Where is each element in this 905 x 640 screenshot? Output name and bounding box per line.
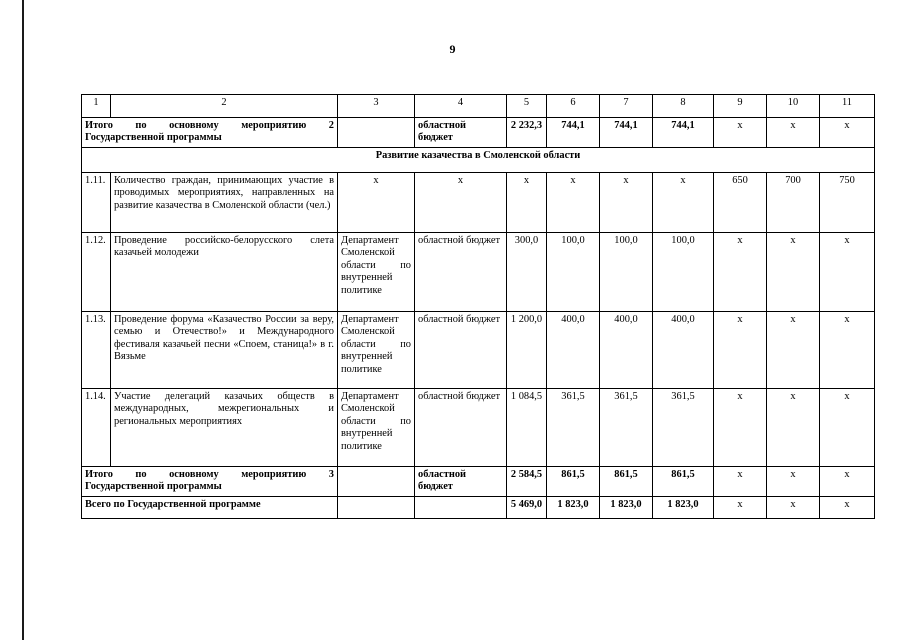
value-cell: 1 823,0: [653, 497, 714, 519]
value-cell: 100,0: [547, 233, 600, 312]
value-cell: 861,5: [653, 467, 714, 497]
value-cell: х: [714, 467, 767, 497]
header-cell: 10: [767, 95, 820, 118]
table-row: [82, 389, 875, 467]
grand-total-label: Всего по Государственной программе: [82, 497, 338, 519]
page-number: 9: [449, 42, 456, 56]
executor-cell: Департамент Смоленской области по внутренней политике: [338, 312, 415, 389]
funding-source: областной бюджет: [415, 233, 507, 312]
executor-cell: [338, 497, 415, 519]
value-cell: х: [714, 497, 767, 519]
funding-source: областной бюджет: [415, 389, 507, 467]
value-cell: х: [820, 497, 875, 519]
activity-name: Количество граждан, принимающих участие в проводимых мероприятиях, направленных на развитие казачества в Смоленской области (чел.): [111, 173, 338, 233]
value-cell: 361,5: [600, 389, 653, 467]
table-row: [82, 312, 875, 389]
value-cell: 1 084,5: [507, 389, 547, 467]
grand-total-row: [82, 497, 875, 519]
row-number: 1.13.: [82, 312, 111, 389]
total-row-measure-3: [82, 467, 875, 497]
value-cell: х: [767, 497, 820, 519]
value-cell: 750: [820, 173, 875, 233]
value-cell: 100,0: [600, 233, 653, 312]
value-cell: х: [767, 233, 820, 312]
scan-edge-line: [22, 0, 24, 640]
funding-source: [415, 497, 507, 519]
header-cell: 7: [600, 95, 653, 118]
value-cell: 400,0: [600, 312, 653, 389]
value-cell: 361,5: [547, 389, 600, 467]
table-row: [82, 233, 875, 312]
total-label: Итого по основному мероприятию 2 Государственной программы: [82, 118, 338, 148]
value-cell: х: [767, 312, 820, 389]
value-cell: 1 823,0: [547, 497, 600, 519]
value-cell: 744,1: [600, 118, 653, 148]
value-cell: 400,0: [653, 312, 714, 389]
value-cell: х: [600, 173, 653, 233]
value-cell: 5 469,0: [507, 497, 547, 519]
value-cell: 861,5: [600, 467, 653, 497]
header-cell: 6: [547, 95, 600, 118]
value-cell: 744,1: [653, 118, 714, 148]
funding-source: х: [415, 173, 507, 233]
funding-source: областной бюджет: [415, 118, 507, 148]
value-cell: х: [820, 467, 875, 497]
value-cell: 2 584,5: [507, 467, 547, 497]
executor-cell: [338, 467, 415, 497]
value-cell: х: [820, 118, 875, 148]
header-cell: 4: [415, 95, 507, 118]
value-cell: 1 823,0: [600, 497, 653, 519]
budget-table: [81, 94, 875, 519]
value-cell: 100,0: [653, 233, 714, 312]
funding-source: областной бюджет: [415, 312, 507, 389]
executor-cell: Департамент Смоленской области по внутренней политике: [338, 233, 415, 312]
value-cell: х: [767, 389, 820, 467]
header-cell: 2: [111, 95, 338, 118]
value-cell: х: [820, 233, 875, 312]
total-label: Итого по основному мероприятию 3 Государственной программы: [82, 467, 338, 497]
value-cell: 300,0: [507, 233, 547, 312]
value-cell: х: [714, 233, 767, 312]
value-cell: 650: [714, 173, 767, 233]
value-cell: 2 232,3: [507, 118, 547, 148]
value-cell: 361,5: [653, 389, 714, 467]
activity-name: Проведение российско-белорусского слета казачьей молодежи: [111, 233, 338, 312]
value-cell: х: [507, 173, 547, 233]
executor-cell: Департамент Смоленской области по внутренней политике: [338, 389, 415, 467]
row-number: 1.11.: [82, 173, 111, 233]
value-cell: х: [547, 173, 600, 233]
table-row: [82, 173, 875, 233]
executor-cell: х: [338, 173, 415, 233]
value-cell: 700: [767, 173, 820, 233]
value-cell: х: [714, 118, 767, 148]
value-cell: х: [714, 312, 767, 389]
header-cell: 1: [82, 95, 111, 118]
header-cell: 8: [653, 95, 714, 118]
section-header-row: [82, 148, 875, 173]
value-cell: х: [767, 118, 820, 148]
activity-name: Участие делегаций казачьих обществ в международных, межрегиональных и региональных мероприятиях: [111, 389, 338, 467]
header-cell: 5: [507, 95, 547, 118]
header-cell: 11: [820, 95, 875, 118]
value-cell: 744,1: [547, 118, 600, 148]
value-cell: х: [714, 389, 767, 467]
value-cell: х: [653, 173, 714, 233]
section-title: Развитие казачества в Смоленской области: [82, 148, 875, 173]
value-cell: х: [820, 312, 875, 389]
executor-cell: [338, 118, 415, 148]
funding-source: областной бюджет: [415, 467, 507, 497]
row-number: 1.14.: [82, 389, 111, 467]
total-row-measure-2: [82, 118, 875, 148]
value-cell: 861,5: [547, 467, 600, 497]
header-cell: 9: [714, 95, 767, 118]
row-number: 1.12.: [82, 233, 111, 312]
activity-name: Проведение форума «Казачество России за веру, семью и Отечество!» и Международного фестиваля казачьей песни «Споем, станица!» в г. Вязьме: [111, 312, 338, 389]
value-cell: х: [767, 467, 820, 497]
value-cell: 400,0: [547, 312, 600, 389]
value-cell: х: [820, 389, 875, 467]
column-number-header: [82, 95, 875, 118]
value-cell: 1 200,0: [507, 312, 547, 389]
header-cell: 3: [338, 95, 415, 118]
